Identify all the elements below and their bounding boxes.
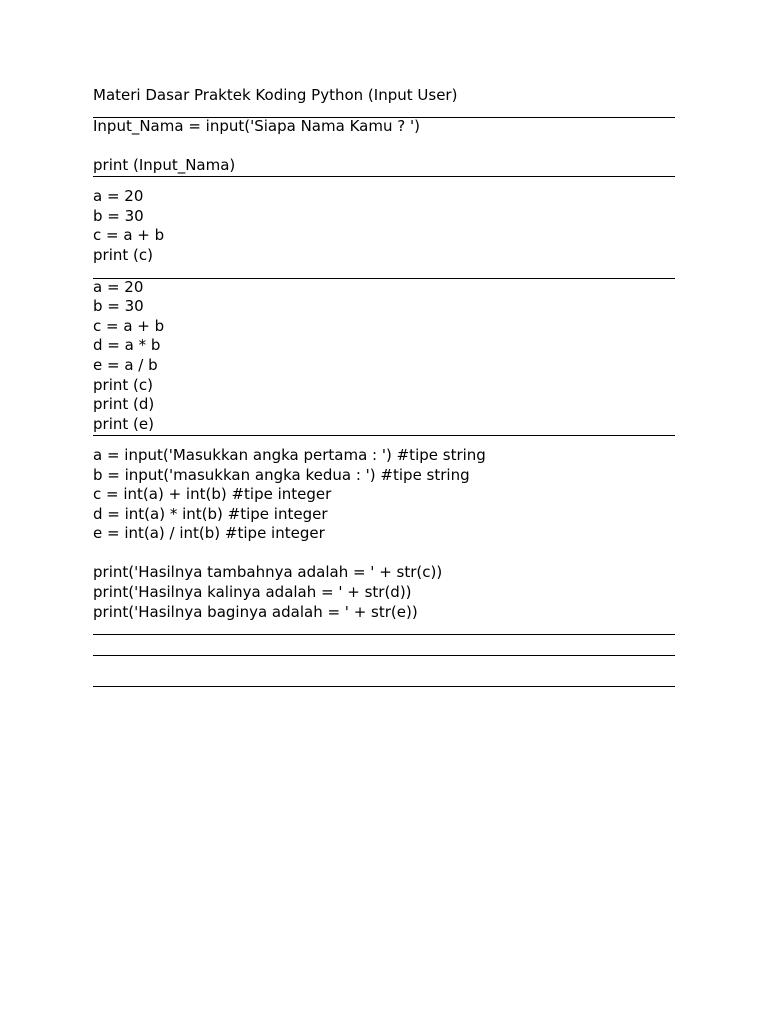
code-line: e = a / b: [93, 356, 158, 374]
code-line: a = 20: [93, 187, 144, 205]
code-line: e = int(a) / int(b) #tipe integer: [93, 524, 325, 542]
code-line: a = 20: [93, 278, 144, 296]
code-line: print (d): [93, 395, 155, 413]
code-line: print (c): [93, 376, 153, 394]
code-line: print('Hasilnya tambahnya adalah = ' + str(c)): [93, 563, 443, 581]
code-line: print('Hasilnya kalinya adalah = ' + str(d)): [93, 583, 412, 601]
divider: [93, 278, 675, 279]
code-line: b = 30: [93, 207, 144, 225]
divider: [93, 176, 675, 177]
code-line: c = a + b: [93, 226, 165, 244]
code-line: b = 30: [93, 297, 144, 315]
page-title: Materi Dasar Praktek Koding Python (Input User): [93, 86, 458, 104]
divider: [93, 655, 675, 656]
code-line: c = int(a) + int(b) #tipe integer: [93, 485, 332, 503]
code-line: print (c): [93, 246, 153, 264]
code-line: d = int(a) * int(b) #tipe integer: [93, 505, 328, 523]
code-line: b = input('masukkan angka kedua : ') #tipe string: [93, 466, 470, 484]
code-line: Input_Nama = input('Siapa Nama Kamu ? '): [93, 117, 420, 135]
divider: [93, 435, 675, 436]
divider: [93, 634, 675, 635]
code-line: print (Input_Nama): [93, 156, 236, 174]
code-line: print (e): [93, 415, 154, 433]
code-line: a = input('Masukkan angka pertama : ') #tipe string: [93, 446, 486, 464]
code-line: d = a * b: [93, 336, 161, 354]
code-line: c = a + b: [93, 317, 165, 335]
divider: [93, 686, 675, 687]
code-line: print('Hasilnya baginya adalah = ' + str(e)): [93, 603, 418, 621]
